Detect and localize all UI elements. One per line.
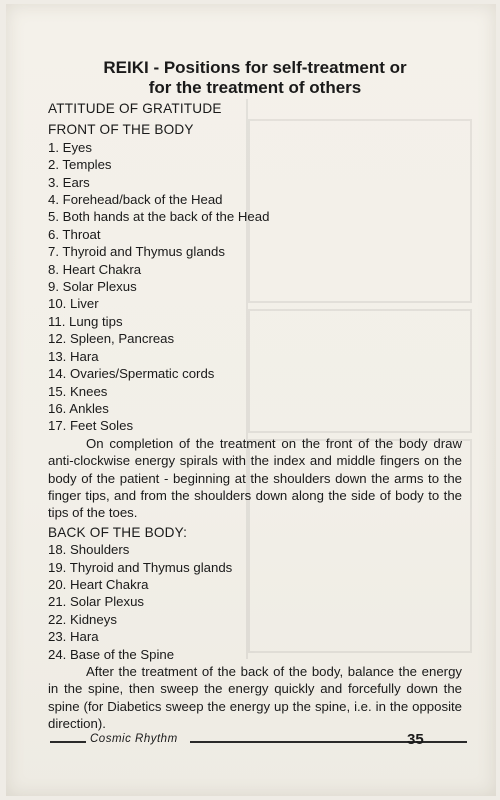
- page-title-line-1: REIKI - Positions for self-treatment or: [103, 58, 407, 77]
- back-heading: BACK OF THE BODY:: [48, 524, 188, 540]
- position-item: 15. Knees: [48, 383, 108, 399]
- front-heading: FRONT OF THE BODY: [48, 122, 194, 138]
- position-item: 11. Lung tips: [48, 313, 123, 329]
- position-item: 14. Ovaries/Spermatic cords: [48, 366, 215, 382]
- position-item: 13. Hara: [48, 348, 99, 364]
- position-item: 2. Temples: [48, 157, 112, 173]
- position-item: 6. Throat: [48, 226, 101, 242]
- position-item: 21. Solar Plexus: [48, 594, 145, 610]
- position-item: 9. Solar Plexus: [48, 279, 137, 295]
- position-item: 7. Thyroid and Thymus glands: [48, 244, 225, 260]
- position-item: 22. Kidneys: [48, 611, 117, 627]
- position-item: 19. Thyroid and Thymus glands: [48, 559, 233, 575]
- position-item: 3. Ears: [48, 174, 90, 190]
- position-item: 5. Both hands at the back of the Head: [48, 209, 270, 225]
- page-footer: [50, 733, 462, 749]
- front-paragraph: On completion of the treatment on the front of the body draw anti-clockwise energy spirals with the index and middle fingers on the body of the patient - beginning at the shoulders down the arms to the finger tips, and from the shoulders down along the side of body to the tips of the toes.: [48, 435, 462, 521]
- front-positions-list: [48, 139, 462, 435]
- back-paragraph: After the treatment of the back of the body, balance the energy in the spine, then sweep the energy quickly and forcefully down the spine (for Diabetics sweep the energy up the spine, i.e. in the opposite direction).: [48, 664, 462, 732]
- position-item: 17. Feet Soles: [48, 418, 134, 434]
- position-item: 24. Base of the Spine: [48, 646, 175, 662]
- position-item: 23. Hara: [48, 629, 99, 645]
- footer-brand: Cosmic Rhythm: [90, 733, 178, 745]
- position-item: 1. Eyes: [48, 139, 92, 155]
- attitude-heading: ATTITUDE OF GRATITUDE: [48, 101, 222, 116]
- position-item: 12. Spleen, Pancreas: [48, 331, 175, 347]
- position-item: 8. Heart Chakra: [48, 261, 142, 277]
- footer-rule-right: [431, 741, 467, 743]
- position-item: 20. Heart Chakra: [48, 576, 149, 592]
- page-title-line-2: for the treatment of others: [148, 78, 362, 97]
- back-positions-list: [48, 541, 462, 663]
- page-number: 35: [407, 731, 424, 748]
- footer-rule-left: [50, 741, 86, 743]
- position-item: 16. Ankles: [48, 400, 109, 416]
- page-body: [48, 99, 462, 733]
- position-item: 18. Shoulders: [48, 542, 130, 558]
- position-item: 4. Forehead/back of the Head: [48, 192, 223, 208]
- position-item: 10. Liver: [48, 296, 99, 312]
